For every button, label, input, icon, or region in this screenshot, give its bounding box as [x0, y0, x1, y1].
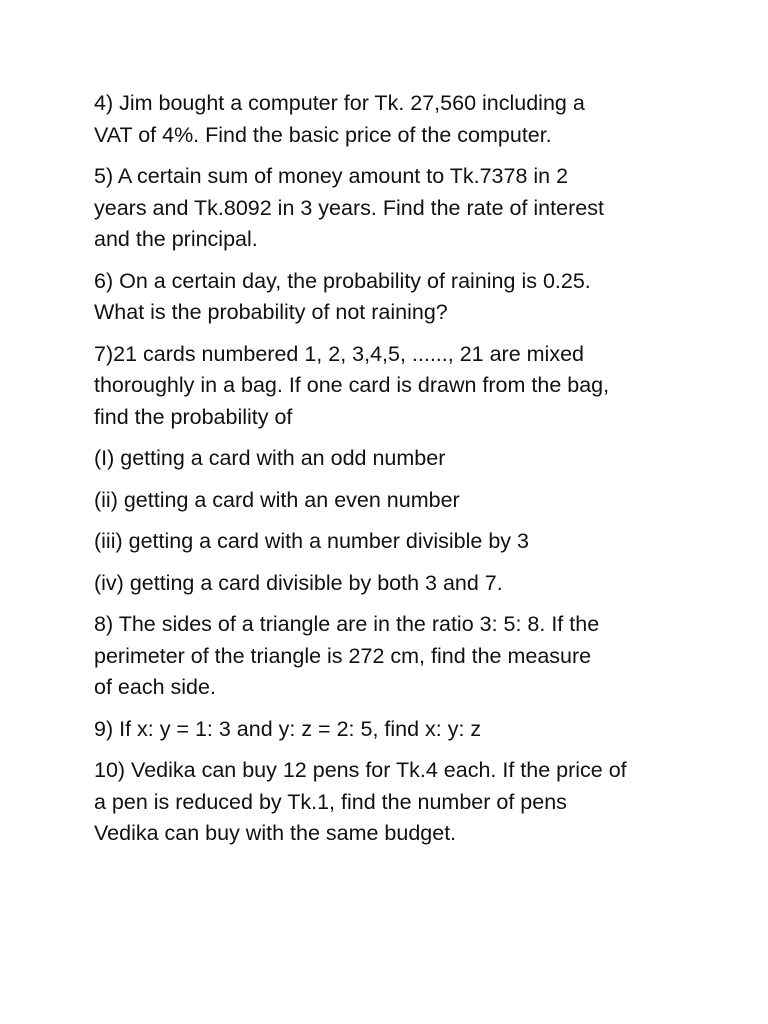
question-6 — [94, 266, 708, 329]
text-line: 10) Vedika can buy 12 pens for Tk.4 each. If the price of — [94, 758, 627, 782]
question-10 — [94, 755, 708, 850]
text-line: 6) On a certain day, the probability of raining is 0.25. — [94, 268, 591, 293]
question-7 — [94, 339, 708, 434]
text-line: and the principal. — [94, 227, 258, 251]
text-line: (ii) getting a card with an even number — [94, 487, 460, 512]
text-line: 5) A certain sum of money amount to Tk.7378 in 2 — [94, 164, 569, 188]
question-7-part-i — [94, 443, 708, 475]
text-line: Vedika can buy with the same budget. — [94, 821, 457, 845]
text-line: VAT of 4%. Find the basic price of the computer. — [94, 122, 552, 147]
text-line: 9) If x: y = 1: 3 and y: z = 2: 5, find x: y: z — [94, 716, 482, 741]
text-line: (iii) getting a card with a number divisible by 3 — [94, 529, 529, 553]
text-line: of each side. — [94, 675, 216, 699]
text-line: perimeter of the triangle is 272 cm, find the measure — [94, 643, 592, 668]
question-7-part-iv — [94, 568, 708, 600]
question-8 — [94, 609, 708, 704]
text-line: 7)21 cards numbered 1, 2, 3,4,5, ......, 21 are mixed — [94, 341, 584, 366]
text-line: a pen is reduced by Tk.1, find the number of pens — [94, 789, 567, 814]
text-line: find the probability of — [94, 404, 293, 429]
text-line: years and Tk.8092 in 3 years. Find the rate of interest — [94, 195, 604, 220]
question-9 — [94, 714, 708, 746]
text-line: (I) getting a card with an odd number — [94, 446, 446, 470]
text-line: What is the probability of not raining? — [94, 300, 448, 324]
text-line: (iv) getting a card divisible by both 3 and 7. — [94, 570, 503, 595]
text-line: 8) The sides of a triangle are in the ratio 3: 5: 8. If the — [94, 612, 600, 636]
question-7-part-iii — [94, 526, 708, 558]
text-line: thoroughly in a bag. If one card is drawn from the bag, — [94, 373, 610, 397]
question-5 — [94, 161, 708, 256]
question-7-part-ii — [94, 485, 708, 517]
text-line: 4) Jim bought a computer for Tk. 27,560 including a — [94, 91, 585, 115]
question-4 — [94, 88, 708, 151]
